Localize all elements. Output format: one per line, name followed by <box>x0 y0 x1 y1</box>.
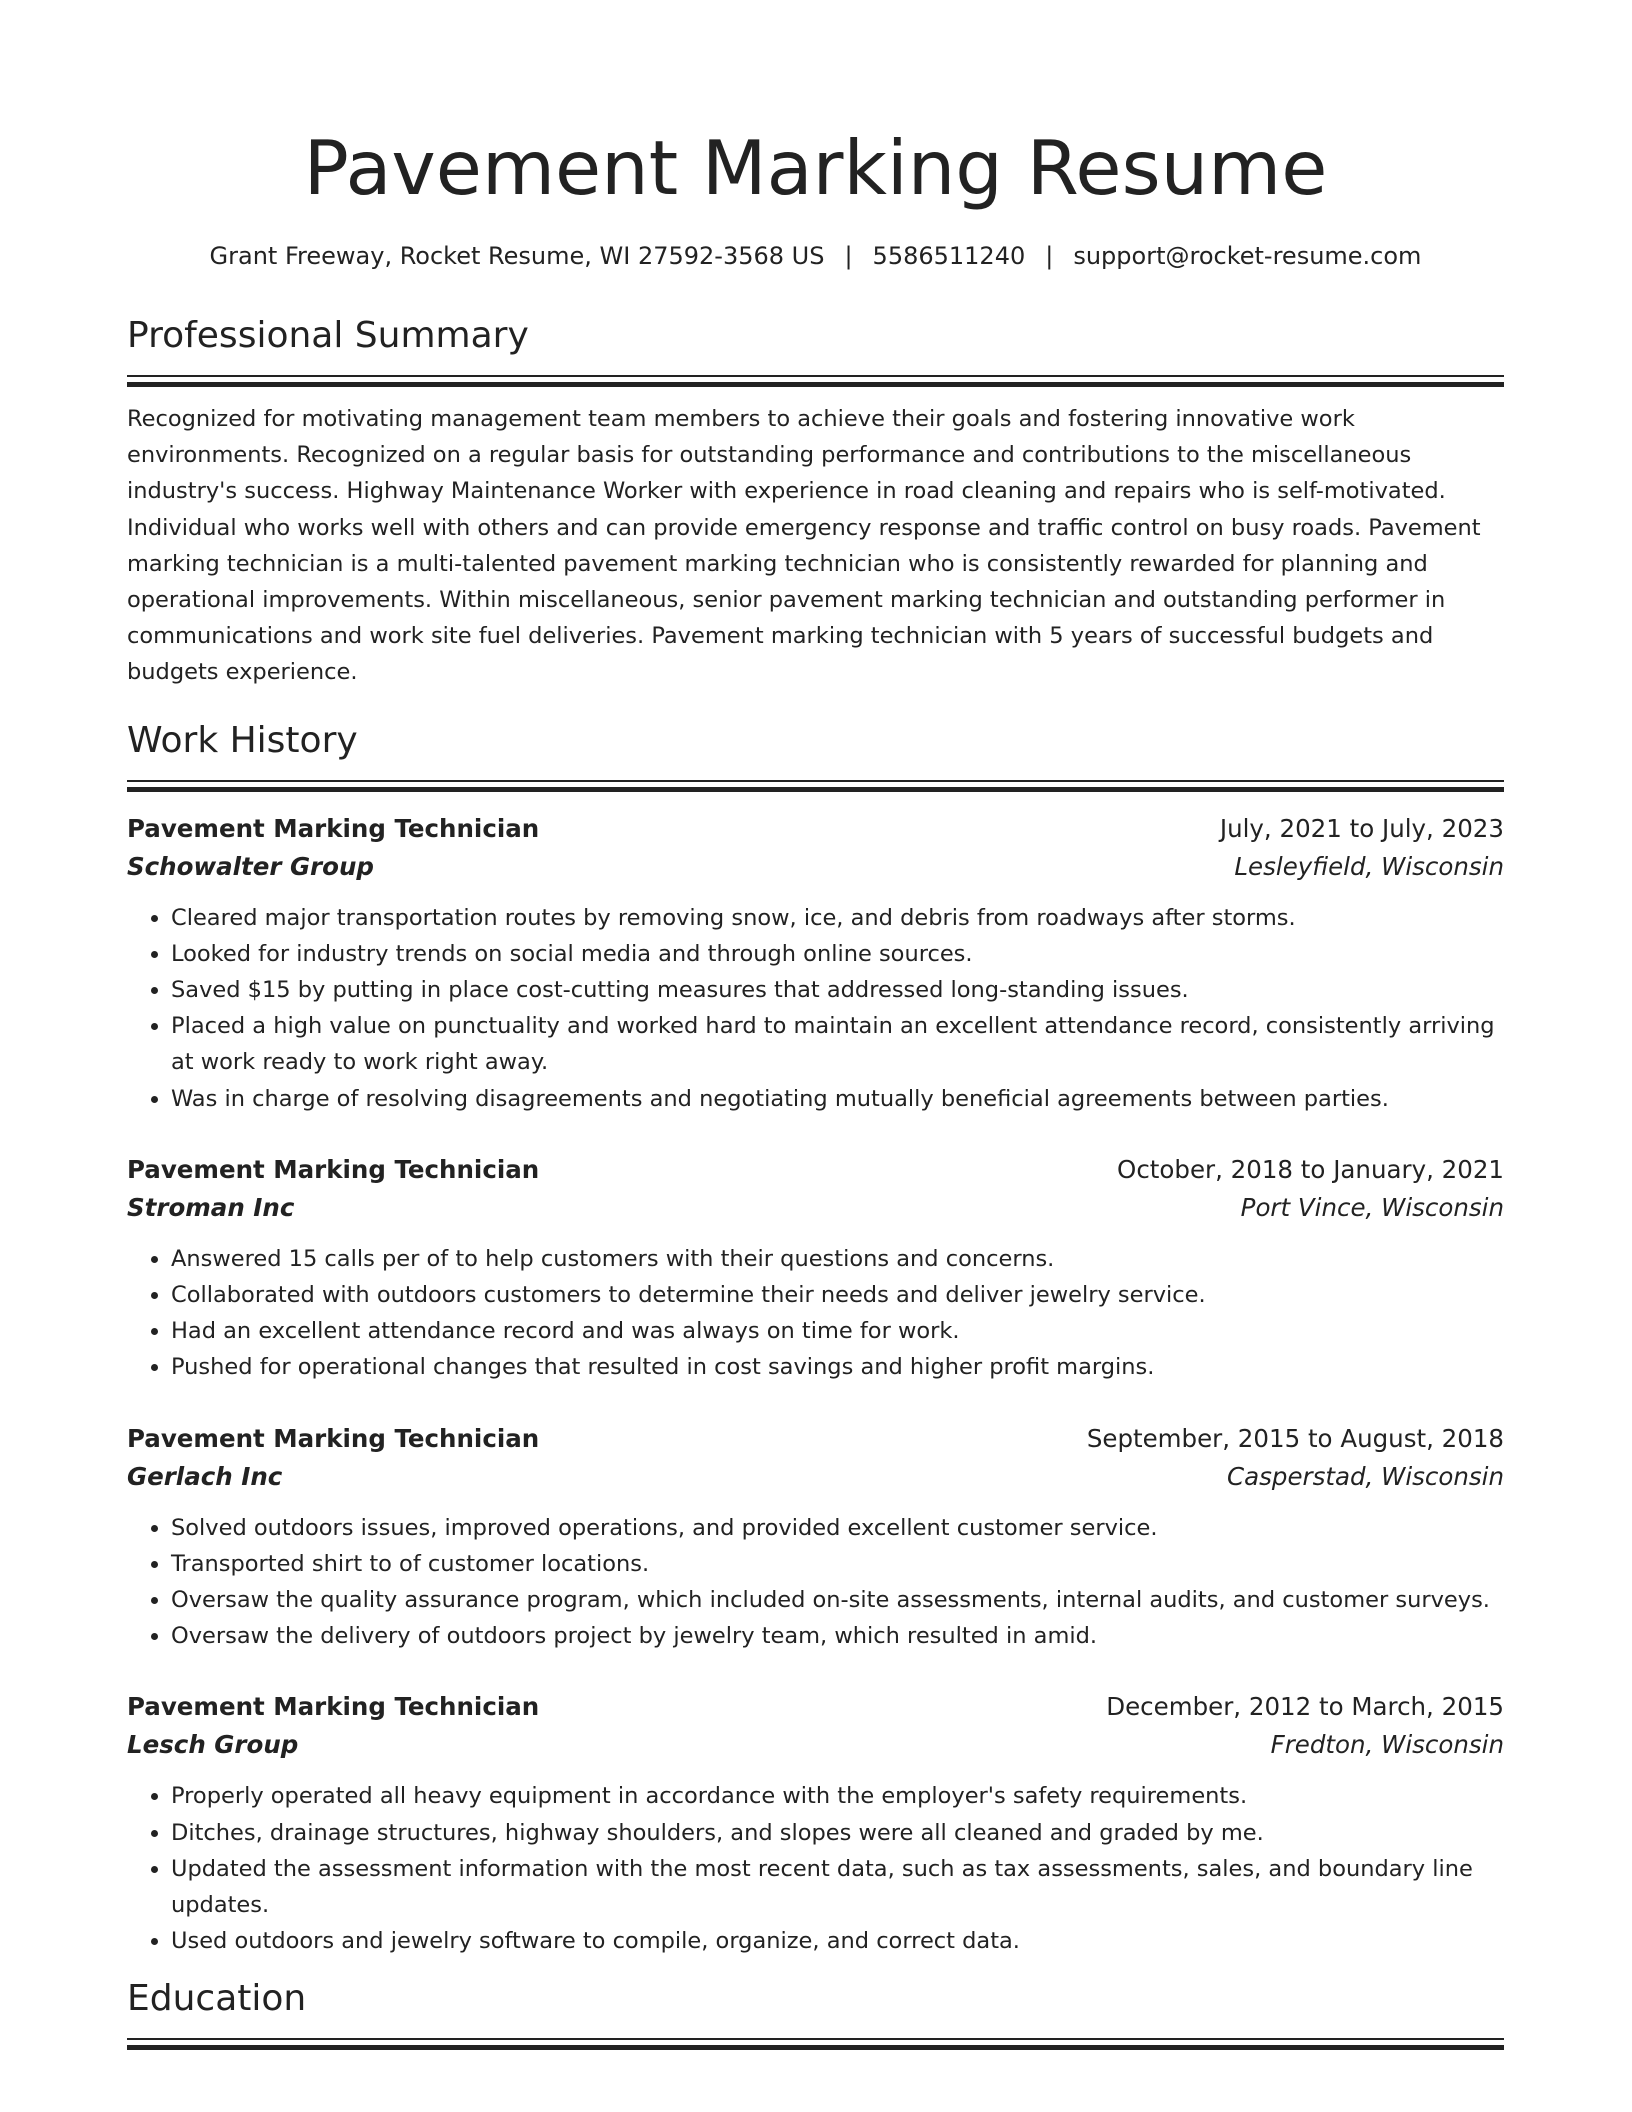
job-location: Lesleyfield, Wisconsin <box>1234 851 1504 881</box>
job-header <box>127 1688 1504 1726</box>
section-heading-education: Education <box>127 1978 307 2020</box>
job-entry <box>127 1688 1504 1959</box>
job-header <box>127 810 1504 848</box>
job-entry <box>127 1151 1504 1386</box>
job-bullet: • Placed a high value on punctuality and worked hard to maintain an excellent attendance record, consistently arriving at work ready to work right away. <box>171 1008 1504 1080</box>
job-bullets <box>127 1241 1504 1386</box>
contact-address: Grant Freeway, Rocket Resume, WI 27592-3568 US <box>209 242 825 270</box>
job-location: Port Vince, Wisconsin <box>1240 1192 1504 1222</box>
job-company: Lesch Group <box>127 1730 299 1760</box>
job-title: Pavement Marking Technician <box>127 1154 540 1184</box>
job-dates: October, 2018 to January, 2021 <box>1117 1154 1504 1184</box>
job-bullets <box>127 1778 1504 1959</box>
job-subheader <box>127 1726 1504 1764</box>
job-dates: December, 2012 to March, 2015 <box>1106 1692 1504 1722</box>
job-dates: July, 2021 to July, 2023 <box>1219 813 1504 843</box>
contact-separator: | <box>844 242 853 270</box>
resume-title: Pavement Marking Resume <box>303 124 1328 212</box>
job-bullet: • Properly operated all heavy equipment in accordance with the employer's safety requirements. <box>171 1778 1504 1814</box>
job-bullet: • Cleared major transportation routes by removing snow, ice, and debris from roadways after storms. <box>171 900 1504 936</box>
job-bullet: • Solved outdoors issues, improved operations, and provided excellent customer service. <box>171 1510 1504 1546</box>
job-company: Stroman Inc <box>127 1192 295 1222</box>
job-subheader <box>127 1189 1504 1227</box>
job-bullet: • Answered 15 calls per of to help customers with their questions and concerns. <box>171 1241 1504 1277</box>
contact-email: support@rocket-resume.com <box>1073 242 1422 270</box>
job-bullet: • Updated the assessment information with the most recent data, such as tax assessments, sales, and boundary line updates. <box>171 1851 1504 1923</box>
job-title: Pavement Marking Technician <box>127 1692 540 1722</box>
section-heading-work-history: Work History <box>127 719 358 761</box>
job-bullet: • Was in charge of resolving disagreements and negotiating mutually beneficial agreements between parties. <box>171 1081 1504 1117</box>
contact-line <box>127 240 1504 272</box>
contact-phone: 5586511240 <box>872 242 1026 270</box>
section-heading-summary: Professional Summary <box>127 315 529 356</box>
job-bullets <box>127 1510 1504 1655</box>
summary-text: Recognized for motivating management team members to achieve their goals and fostering innovative work environments. Recognized on a regular basis for outstanding performance and contributions to the miscellaneous industry's success. Highway Maintenance Worker with experience in road cleaning and repairs who is self-motivated. Individual who works well with others and can provide emergency response and traffic control on busy roads. Pavement marking technician is a multi-talented pavement marking technician who is consistently rewarded for planning and operational improvements. Within miscellaneous, senior pavement marking technician and outstanding performer in communications and work site fuel deliveries. Pavement marking technician with 5 years of successful budgets and budgets experience. <box>127 406 1481 686</box>
job-bullet: • Had an excellent attendance record and was always on time for work. <box>171 1313 1504 1349</box>
resume-page <box>127 0 1504 2050</box>
job-title: Pavement Marking Technician <box>127 813 540 843</box>
job-bullets <box>127 900 1504 1117</box>
job-company: Schowalter Group <box>127 851 374 881</box>
job-dates: September, 2015 to August, 2018 <box>1086 1423 1504 1453</box>
job-entry <box>127 810 1504 1117</box>
contact-separator: | <box>1045 242 1054 270</box>
job-entry <box>127 1420 1504 1655</box>
job-title: Pavement Marking Technician <box>127 1423 540 1453</box>
job-subheader <box>127 848 1504 886</box>
section-divider <box>127 375 1504 387</box>
job-bullet: • Ditches, drainage structures, highway shoulders, and slopes were all cleaned and graded by me. <box>171 1815 1504 1851</box>
job-location: Casperstad, Wisconsin <box>1227 1461 1504 1491</box>
job-bullet: • Transported shirt to of customer locations. <box>171 1546 1504 1582</box>
job-bullet: • Looked for industry trends on social media and through online sources. <box>171 936 1504 972</box>
job-bullet: • Oversaw the quality assurance program, which included on-site assessments, internal audits, and customer surveys. <box>171 1582 1504 1618</box>
job-location: Fredton, Wisconsin <box>1270 1730 1504 1760</box>
section-divider <box>127 780 1504 792</box>
job-bullet: • Pushed for operational changes that resulted in cost savings and higher profit margins. <box>171 1349 1504 1385</box>
job-bullet: • Collaborated with outdoors customers to determine their needs and deliver jewelry service. <box>171 1277 1504 1313</box>
job-bullet: • Used outdoors and jewelry software to compile, organize, and correct data. <box>171 1923 1504 1959</box>
job-bullet: • Saved $15 by putting in place cost-cutting measures that addressed long-standing issues. <box>171 972 1504 1008</box>
job-company: Gerlach Inc <box>127 1461 283 1491</box>
job-header <box>127 1420 1504 1458</box>
job-header <box>127 1151 1504 1189</box>
section-divider <box>127 2038 1504 2050</box>
job-bullet: • Oversaw the delivery of outdoors project by jewelry team, which resulted in amid. <box>171 1618 1504 1654</box>
job-subheader <box>127 1458 1504 1496</box>
